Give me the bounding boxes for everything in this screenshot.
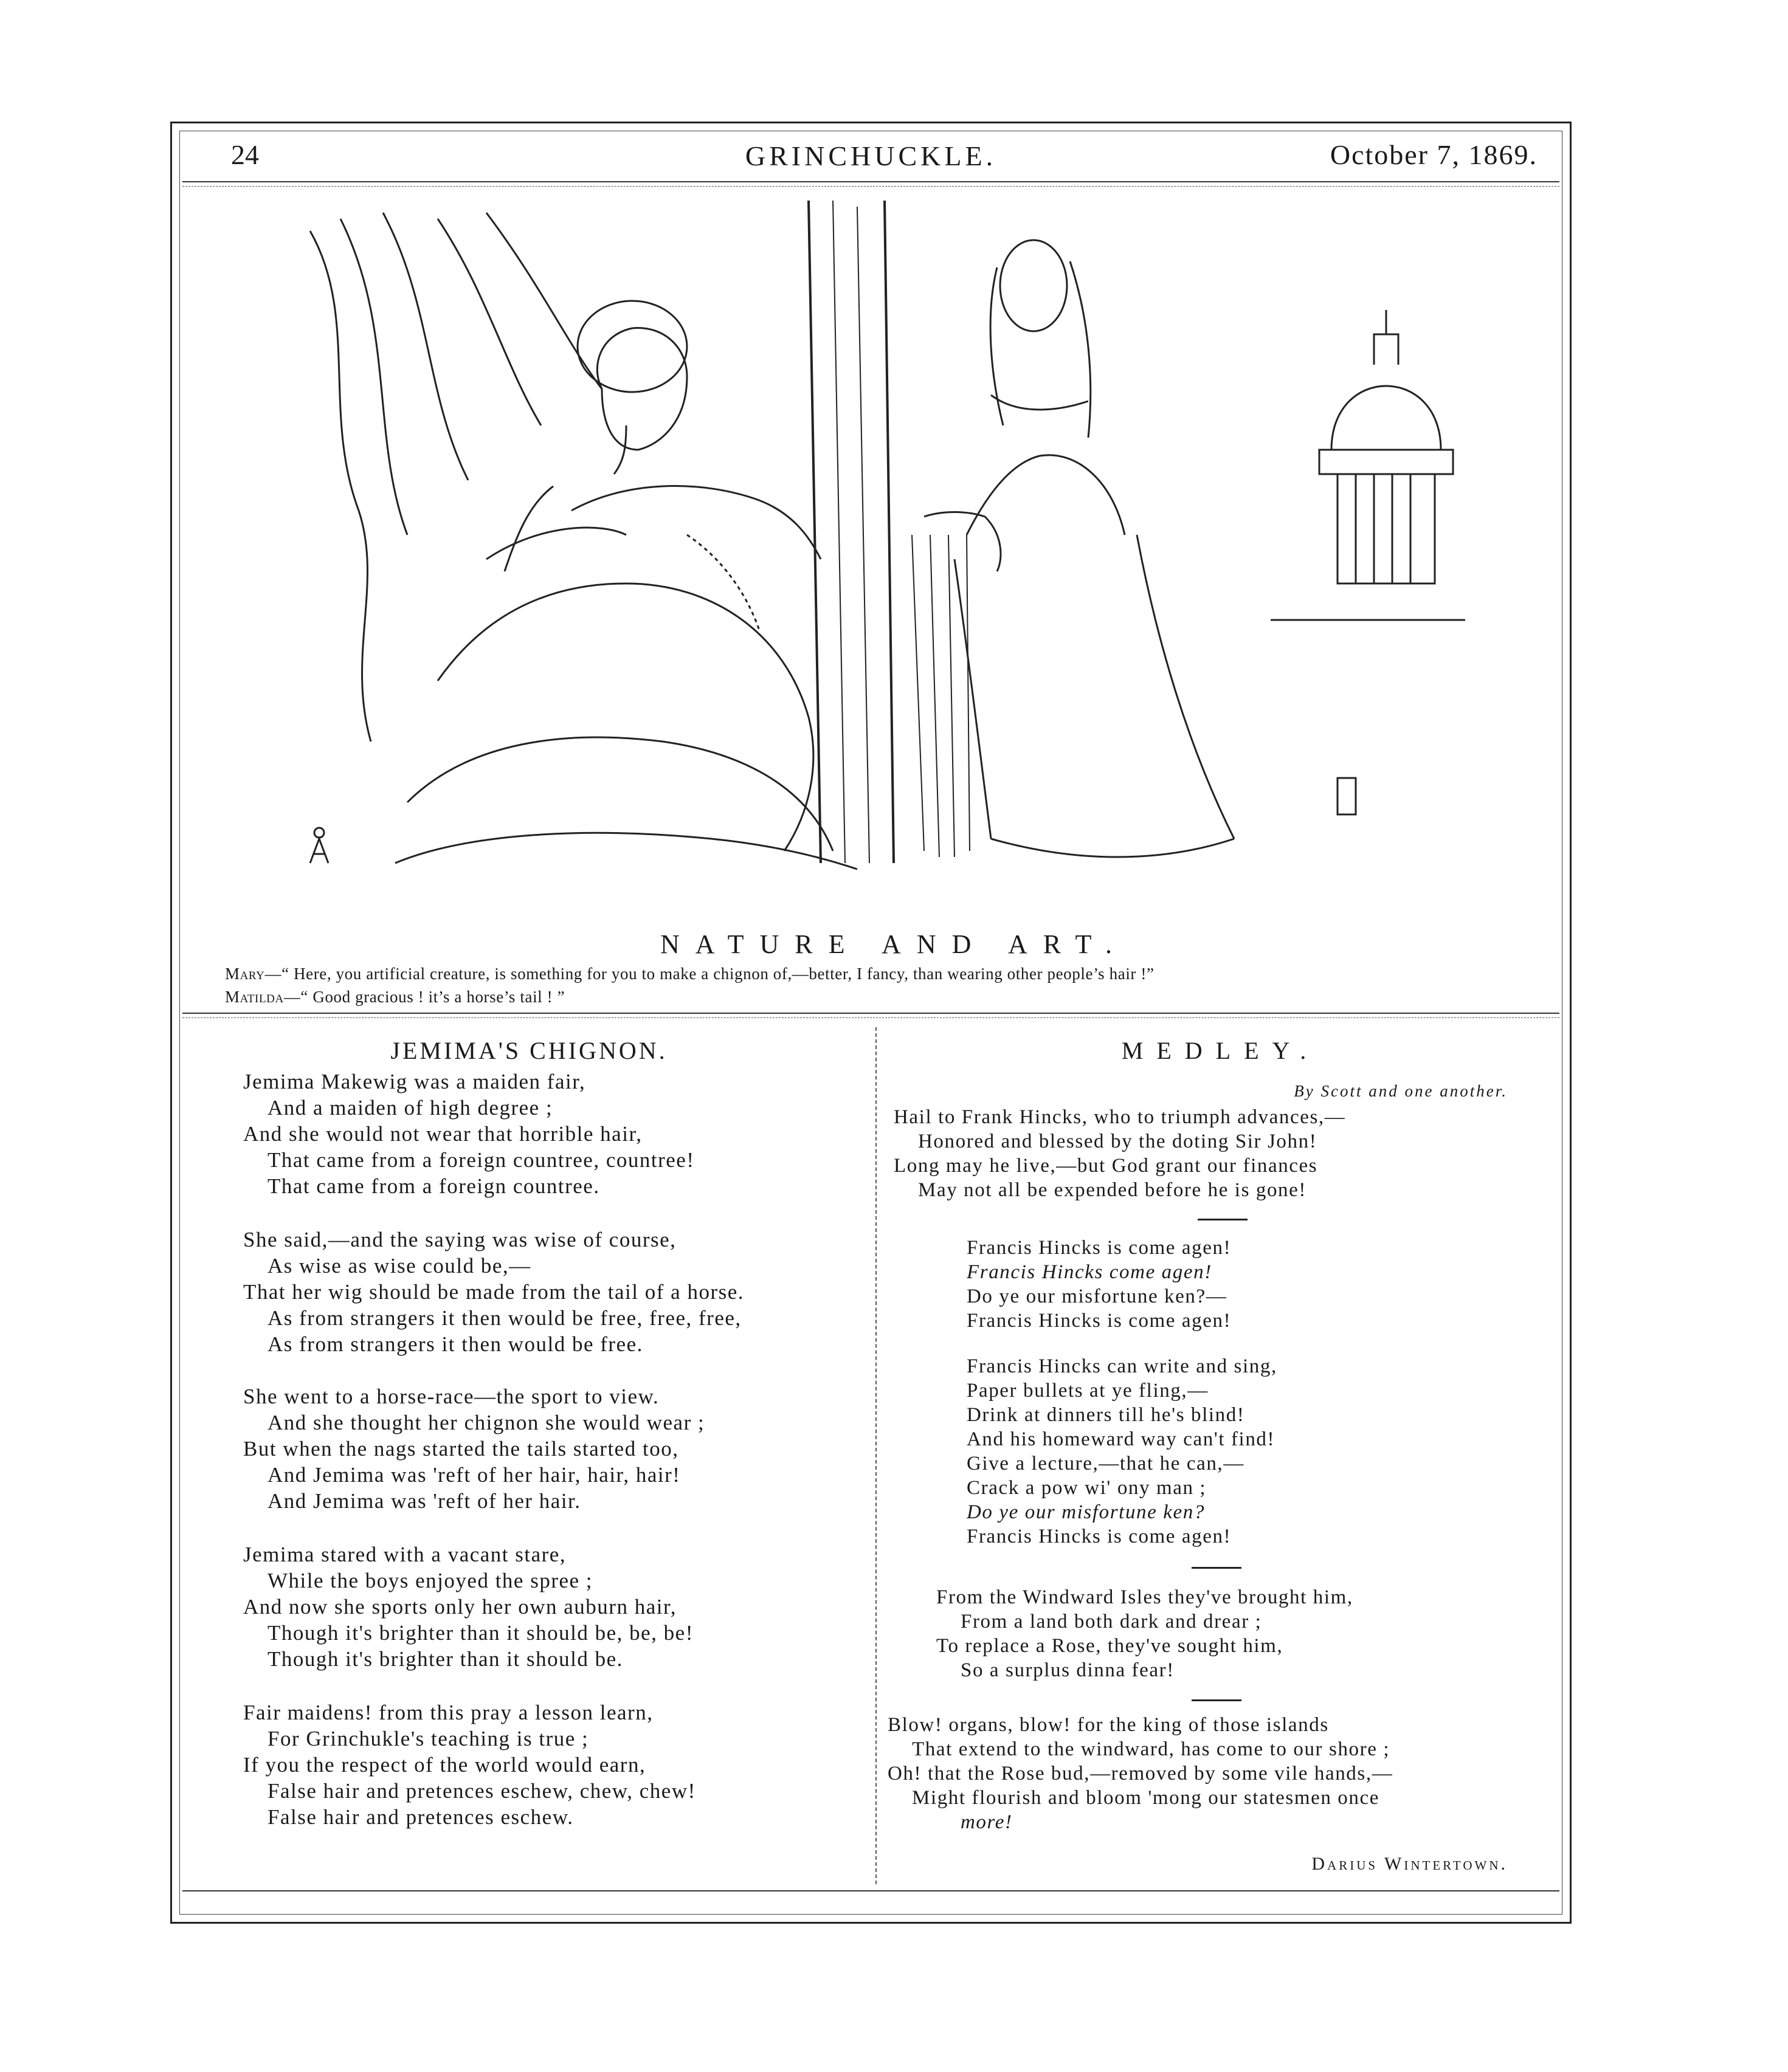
poem-line: That her wig should be made from the tail of a horse. [243,1280,745,1304]
caption-line-matilda [225,988,565,1007]
poem-line: Oh! that the Rose bud,—removed by some vile hands,— [888,1763,1393,1785]
page-header [182,139,1559,175]
poem-line: As wise as wise could be,— [268,1254,531,1278]
poem-line: From the Windward Isles they've brought him, [936,1586,1353,1608]
poem-line: Francis Hincks is come agen! [967,1237,1232,1259]
stanza-rule [1192,1567,1241,1569]
poem-line: Crack a pow wi' ony man ; [967,1477,1207,1499]
poem-line: That came from a foreign countree, countree! [268,1148,695,1172]
poem-line: Might flourish and bloom 'mong our statesmen once [912,1787,1379,1809]
poem-line: So a surplus dinna fear! [961,1659,1175,1681]
poem-line: As from strangers it then would be free. [268,1332,643,1356]
header-rule [182,181,1559,182]
poem-line: Francis Hincks can write and sing, [967,1355,1277,1377]
right-poem-title: MEDLEY. [1121,1037,1320,1064]
poem-line: Hail to Frank Hincks, who to triumph advances,— [894,1106,1346,1128]
poem-line: Francis Hincks come agen! [967,1261,1212,1283]
poem-line: Jemima stared with a vacant stare, [243,1543,567,1566]
poem-line: False hair and pretences eschew. [268,1805,574,1829]
poem-line: She went to a horse-race—the sport to view. [243,1385,660,1408]
poem-line: Blow! organs, blow! for the king of those islands [888,1714,1329,1736]
caption-text: —“ Here, you artificial creature, is something for you to make a chignon of,—better, I fancy, than wearing other people’s hair !” [264,965,1155,983]
author-signature: Darius Wintertown. [1311,1854,1508,1874]
poem-line: Paper bullets at ye fling,— [967,1380,1209,1402]
curtain-drapery [310,201,894,863]
poem-line: Jemima Makewig was a maiden fair, [243,1070,586,1093]
poem-line: Honored and blessed by the doting Sir John! [918,1131,1317,1152]
poem-line: Long may he live,—but God grant our finances [894,1155,1318,1177]
poem-line: Give a lecture,—that he can,— [967,1453,1244,1475]
domed-building-sketch [1271,310,1465,814]
footer-rule [182,1890,1559,1891]
poem-line: That extend to the windward, has come to our shore ; [912,1738,1390,1760]
masthead-title: GRINCHUCKLE. [745,140,997,171]
artist-monogram [310,828,328,863]
caption-rule [182,1013,1559,1014]
poem-line: And she would not wear that horrible hair, [243,1122,643,1146]
poem-line: From a land both dark and drear ; [961,1611,1262,1633]
page-number: 24 [231,139,259,170]
poem-line: But when the nags started the tails started too, [243,1437,679,1461]
caption-speaker: Mary [225,965,265,983]
poem-byline: By Scott and one another. [1294,1082,1508,1100]
poem-line: For Grinchukle's teaching is true ; [268,1727,589,1750]
poem-line: Though it's brighter than it should be. [268,1647,623,1671]
stanza-rule [1192,1699,1241,1701]
poem-line: And his homeward way can't find! [967,1428,1275,1450]
poem-line: Do ye our misfortune ken?— [967,1286,1227,1307]
poem-line: Fair maidens! from this pray a lesson learn, [243,1701,654,1724]
column-divider [875,1027,877,1884]
caption-line-mary [225,965,1155,983]
poem-line: While the boys enjoyed the spree ; [268,1569,593,1592]
poem-line: And now she sports only her own auburn hair, [243,1595,677,1619]
caption-rule-dashed [182,1017,1559,1018]
poem-line: If you the respect of the world would earn, [243,1753,646,1777]
poem-line: Though it's brighter than it should be, be, be! [268,1621,694,1645]
cartoon-illustration [286,194,1468,918]
caption-text: —“ Good gracious ! it’s a horse’s tail ! ” [283,988,565,1006]
issue-date: October 7, 1869. [1330,139,1538,170]
poem-line: May not all be expended before he is gone! [918,1179,1306,1201]
reclining-woman-figure [395,301,857,869]
poem-line: As from strangers it then would be free, free, free, [268,1306,742,1330]
caption-speaker: Matilda [225,988,284,1006]
poem-line: Francis Hincks is come agen! [967,1526,1232,1547]
poem-line: Drink at dinners till he's blind! [967,1404,1245,1426]
poem-line: more! [961,1811,1013,1833]
standing-woman-figure [912,240,1234,857]
stanza-rule [1198,1219,1248,1220]
illustration-title: NATURE AND ART. [660,929,1128,959]
poem-line: Francis Hincks is come agen! [967,1310,1232,1332]
poem-line: And Jemima was 'reft of her hair, hair, hair! [268,1463,681,1487]
left-poem-title: JEMIMA'S CHIGNON. [390,1037,668,1064]
poem-line: False hair and pretences eschew, chew, chew! [268,1779,696,1803]
poem-line: And Jemima was 'reft of her hair. [268,1489,581,1513]
poem-line: Do ye our misfortune ken? [967,1501,1205,1523]
poem-line: That came from a foreign countree. [268,1174,600,1198]
header-rule-dashed [182,186,1559,187]
poem-line: And she thought her chignon she would wear ; [268,1411,705,1434]
poem-line: She said,—and the saying was wise of course, [243,1228,677,1251]
poem-line: And a maiden of high degree ; [268,1096,553,1120]
poem-line: To replace a Rose, they've sought him, [936,1635,1283,1657]
